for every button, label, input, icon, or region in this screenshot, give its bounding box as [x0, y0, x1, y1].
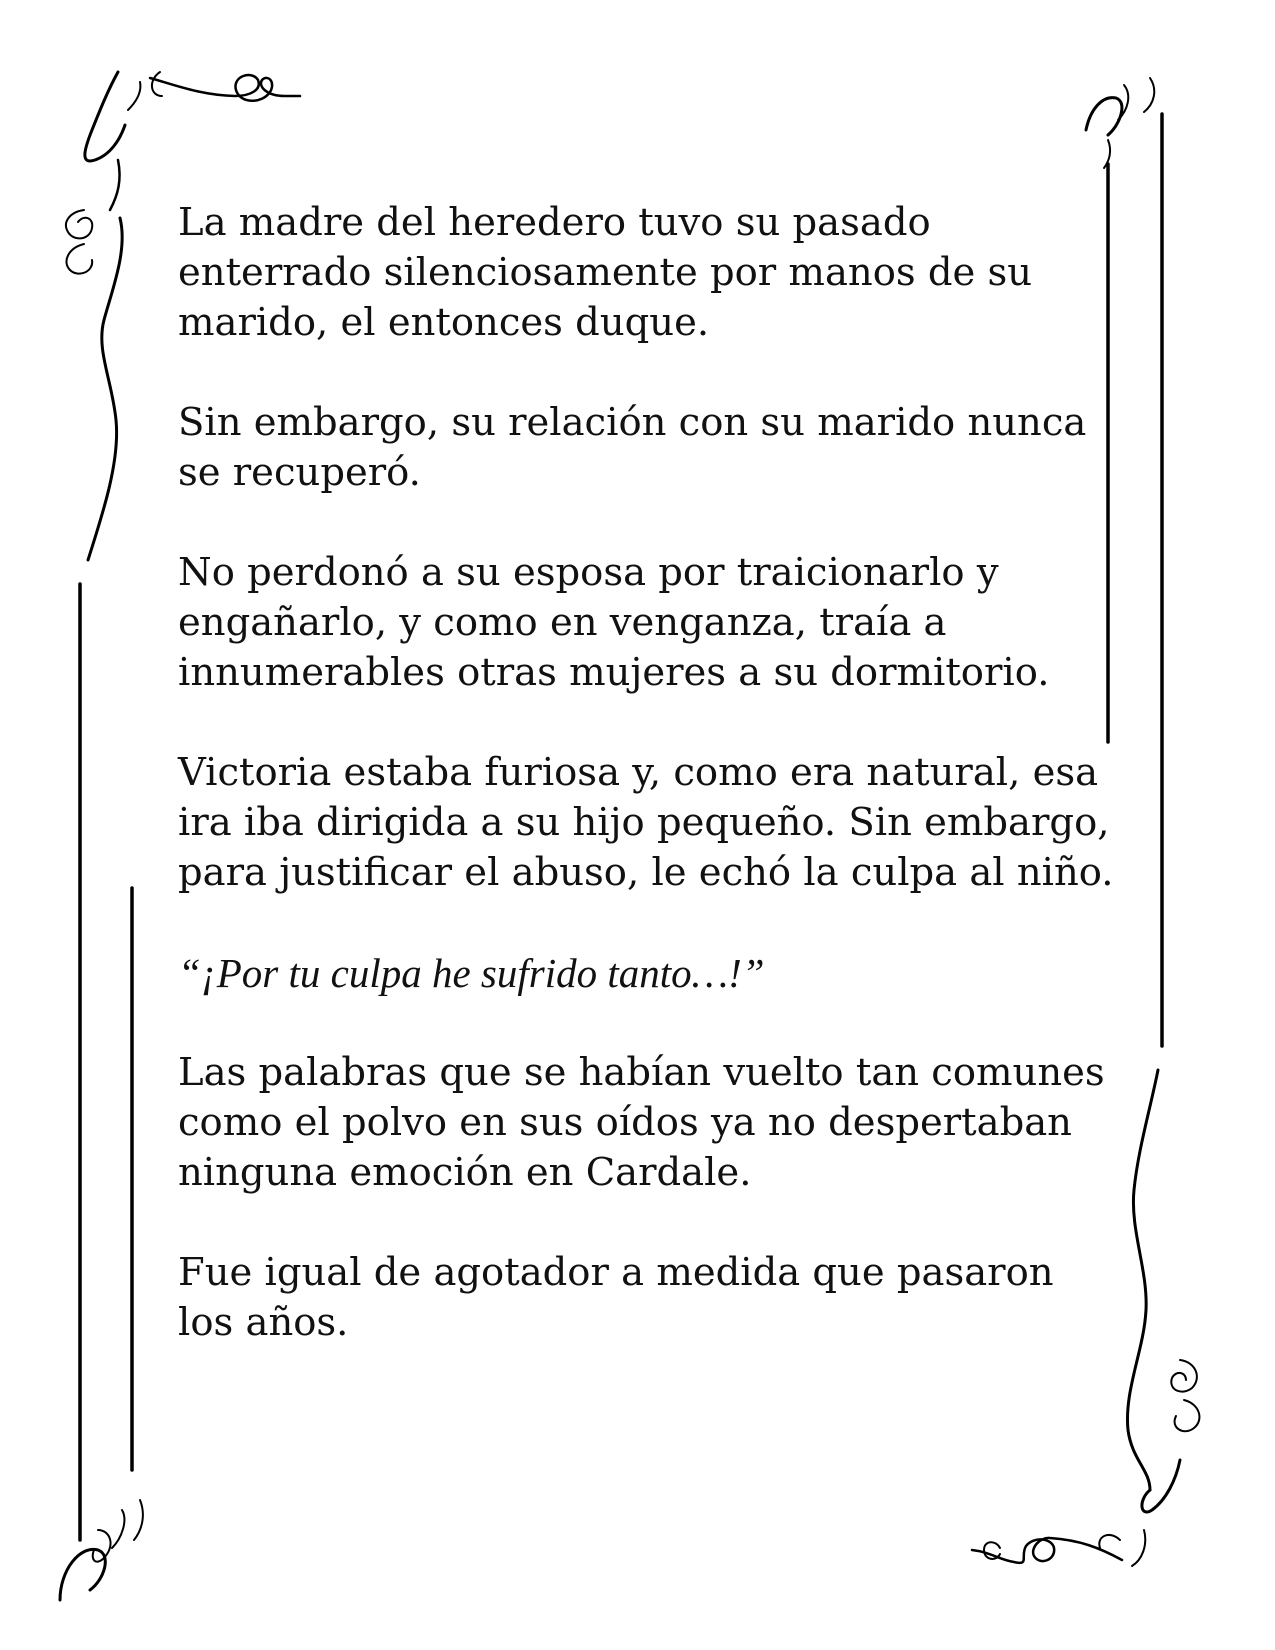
story-text: [178, 198, 1118, 1398]
paragraph-4: Victoria estaba furiosa y, como era natural, esa ira iba dirigida a su hijo pequeño. Sin embargo, para justificar el abuso, le echó la culpa al niño.: [178, 750, 1114, 895]
paragraph-6: Las palabras que se habían vuelto tan comunes como el polvo en sus oídos ya no despertaban ninguna emoción en Cardale.: [178, 1050, 1105, 1195]
italic-quote: “¡Por tu culpa he sufrido tanto…!”: [178, 950, 765, 996]
paragraph-7: Fue igual de agotador a medida que pasaron los años.: [178, 1250, 1054, 1345]
bottom-left-flourish-icon: [60, 1500, 143, 1600]
paragraph-2: Sin embargo, su relación con su marido nunca se recuperó.: [178, 400, 1087, 495]
paragraph-1: La madre del heredero tuvo su pasado enterrado silenciosamente por manos de su marido, el entonces duque.: [178, 200, 1033, 345]
paragraph-3: No perdonó a su esposa por traicionarlo y engañarlo, y como en venganza, traía a innumerables otras mujeres a su dormitorio.: [178, 550, 1050, 695]
